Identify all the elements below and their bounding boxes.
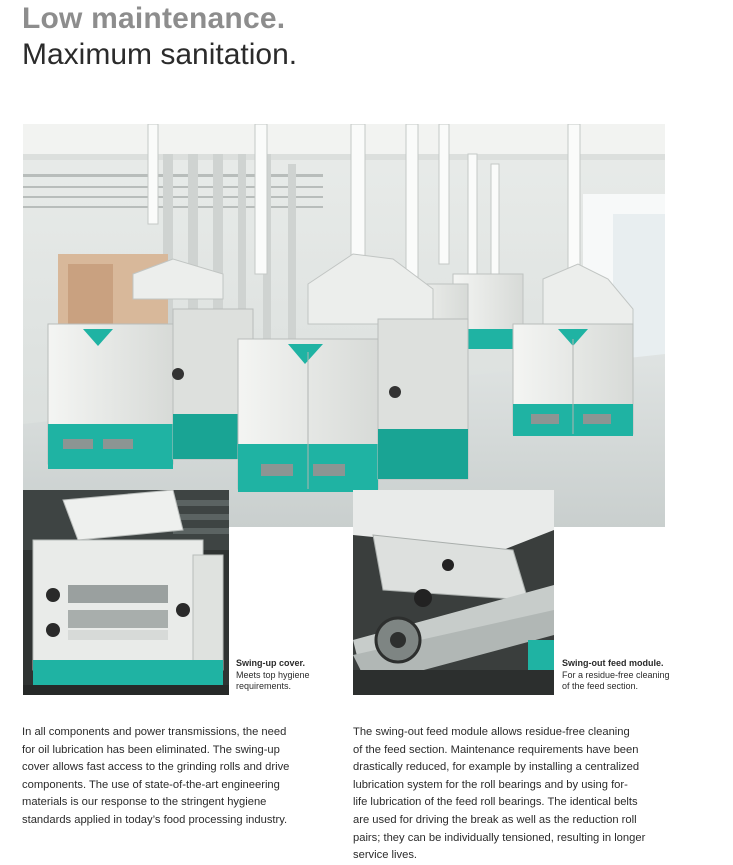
caption-swing-up-cover bbox=[236, 658, 336, 693]
body-text-left bbox=[22, 724, 322, 830]
caption-title: Swing-up cover. bbox=[236, 658, 306, 668]
text-line: cover allows fast access to the grinding rolls and drive bbox=[22, 761, 290, 774]
text-line: drastically reduced, for example by installing a centralized bbox=[353, 761, 640, 774]
text-line: pairs; they can be individually tensioned, resulting in longer bbox=[353, 831, 646, 844]
text-line: life lubrication of the feed roll bearings. The identical belts bbox=[353, 796, 638, 809]
caption-swing-out-feed-module bbox=[562, 658, 712, 693]
text-line: components. The use of state-of-the-art engineering bbox=[22, 778, 280, 791]
caption-line: of the feed section. bbox=[562, 681, 639, 691]
heading-line-2: Maximum sanitation. bbox=[22, 38, 298, 71]
text-line: of the feed section. Maintenance requirements have been bbox=[353, 743, 639, 756]
caption-line: Meets top hygiene bbox=[236, 669, 310, 680]
text-line: for oil lubrication has been eliminated. The swing-up bbox=[22, 743, 280, 756]
swing-out-feed-module-photo bbox=[353, 490, 554, 695]
text-line: materials is our response to the stringent hygiene bbox=[22, 796, 267, 809]
caption-line: requirements. bbox=[236, 681, 292, 691]
text-line: standards applied in today’s food processing industry. bbox=[22, 813, 288, 826]
caption-line: For a residue-free cleaning bbox=[562, 669, 670, 680]
swing-up-cover-photo bbox=[23, 490, 229, 695]
text-line: are used for driving the break as well as the reduction roll bbox=[353, 813, 637, 826]
mill-hall-photo bbox=[23, 124, 665, 527]
text-line: The swing-out feed module allows residue-free cleaning bbox=[353, 726, 630, 738]
body-text-right bbox=[353, 724, 673, 865]
text-line: lubrication system for the roll bearings and by using for- bbox=[353, 778, 628, 791]
text-line: service lives. bbox=[353, 849, 418, 862]
text-line: In all components and power transmissions, the need bbox=[22, 726, 287, 738]
heading-line-1: Low maintenance. bbox=[22, 2, 286, 35]
caption-title: Swing-out feed module. bbox=[562, 658, 664, 668]
